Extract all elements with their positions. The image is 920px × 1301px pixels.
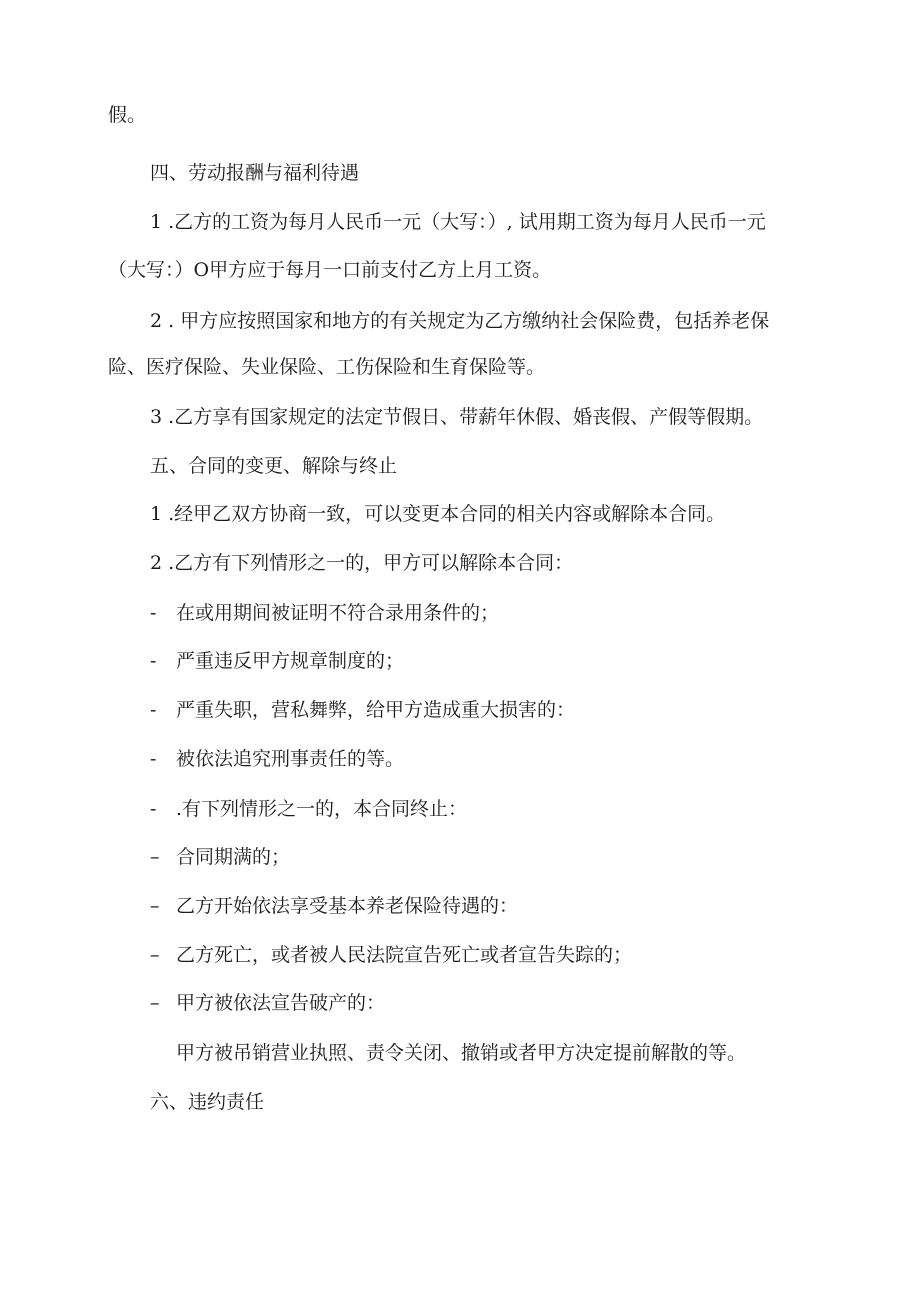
section-4-item-2-line-1: 2 . 甲方应按照国家和地方的有关规定为乙方缴纳社会保险费，包括养老保 [150,310,770,332]
dismissal-bullet-text: 严重违反甲方规章制度的； [176,650,405,672]
dismissal-bullet-text: .有下列情形之一的，本合同终止： [176,798,468,820]
termination-bullet-text: 乙方开始依法享受基本养老保险待遇的： [176,895,519,917]
bullet-marker: – [150,944,160,966]
section-4-item-2-line-2: 险、医疗保险、失业保险、工伤保险和生育保险等。 [108,356,546,378]
continuation-line: 假。 [108,104,147,126]
bullet-marker: - [150,798,157,820]
termination-bullet-text: 乙方死亡，或者被人民法院宣告死亡或者宣告失踪的； [176,944,633,966]
dismissal-bullet-text: 在或用期间被证明不符合录用条件的； [176,602,500,624]
dismissal-bullet-text: 被依法追究刑事责任的等。 [176,748,405,770]
section-4-item-1-line-1: 1 .乙方的工资为每月人民币一元（大写：）, 试用期工资为每月人民币一元 [150,211,766,233]
bullet-marker: - [150,699,157,721]
section-5-closing-line: 甲方被吊销营业执照、责令关闭、撤销或者甲方决定提前解散的等。 [176,1042,747,1064]
bullet-marker: - [150,602,157,624]
section-4-item-1-line-2: （大写：）O甲方应于每月一口前支付乙方上月工资。 [108,259,552,281]
section-5-item-1: 1 .经甲乙双方协商一致，可以变更本合同的相关内容或解除本合同。 [150,503,726,525]
bullet-marker: – [150,992,160,1014]
termination-bullet-text: 甲方被依法宣告破产的： [176,992,386,1014]
section-4-heading: 四、劳动报酬与福利待遇 [150,162,360,184]
termination-bullet-text: 合同期满的； [176,846,291,868]
dismissal-bullet-text: 严重失职，营私舞弊，给甲方造成重大损害的： [176,699,576,721]
bullet-marker: - [150,748,157,770]
section-5-item-2: 2 .乙方有下列情形之一的，甲方可以解除本合同： [150,552,574,574]
bullet-marker: - [150,650,157,672]
bullet-marker: – [150,846,160,868]
section-4-item-3: 3 .乙方享有国家规定的法定节假日、带薪年休假、婚丧假、产假等假期。 [150,406,764,428]
section-5-heading: 五、合同的变更、解除与终止 [150,455,398,477]
bullet-marker: – [150,895,160,917]
section-6-heading: 六、违约责任 [150,1091,265,1113]
